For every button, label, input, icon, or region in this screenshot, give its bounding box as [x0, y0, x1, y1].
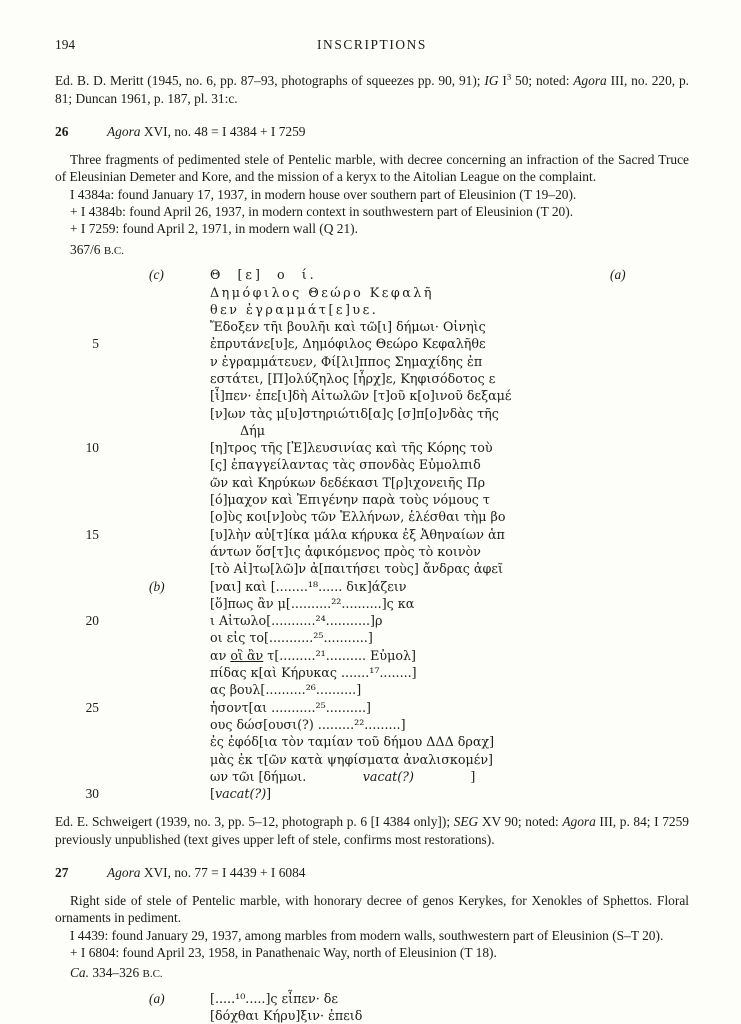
- italic-text: Agora: [562, 814, 596, 830]
- fragment-label: [610, 387, 689, 404]
- line-number: [55, 751, 113, 768]
- fragment-label: [113, 335, 210, 352]
- line-number: [55, 508, 113, 525]
- inscription-line: [55, 578, 689, 595]
- fragment-label: [610, 353, 689, 370]
- fragment-label: [610, 318, 689, 335]
- line-number: 10: [85, 440, 99, 456]
- inscription-line: [55, 318, 689, 335]
- italic-text: Agora: [107, 124, 141, 140]
- fragment-label: [610, 1007, 689, 1024]
- fragment-label: [610, 301, 689, 318]
- fragment-label: [113, 456, 210, 473]
- inscription-text-block-26: [55, 266, 689, 802]
- text-segment: τ[.........²¹.......... Εὐμολ]: [263, 647, 416, 663]
- fragment-label: [610, 751, 689, 768]
- italic-text: SEG: [453, 814, 479, 830]
- fragment-label: [113, 284, 210, 301]
- fragment-label: [610, 664, 689, 681]
- inscription-line: [55, 370, 689, 387]
- line-number: [55, 595, 113, 612]
- fragment-label: [610, 733, 689, 750]
- inscription-line: [55, 699, 689, 716]
- text-segment: ]: [266, 786, 272, 802]
- greek-text: Ἔδοξεν τῆι βουλῆι καὶ τῶ[ι] δήμωι· Οἰνηὶς: [210, 319, 486, 335]
- fragment-label: [113, 543, 210, 560]
- greek-text: [ό]μαχον καὶ Ἐπιγένην παρὰ τοὺς νόμους τ: [210, 492, 490, 508]
- inscription-line: [55, 716, 689, 733]
- fragment-label: [113, 439, 210, 456]
- greek-text: ῶν καὶ Κηρύκων δεδέκασι Τ[ρ]ιχονειῆς Πρ: [210, 474, 486, 490]
- text-segment: Ed. B. D. Meritt (1945, no. 6, pp. 87–93, photographs of squeezes pp. 90, 91);: [55, 73, 485, 89]
- fragment-label: [610, 785, 689, 802]
- bibliography-note-top: [55, 72, 689, 107]
- greek-text: ἐς ἐφόδ[ια τὸν ταμίαν τοῦ δήμου ΔΔΔ δραχ]: [210, 734, 495, 750]
- line-number: 20: [85, 613, 99, 629]
- text-segment: [306, 769, 362, 784]
- greek-text: [210, 647, 610, 664]
- fragment-label: [610, 526, 689, 543]
- line-number: [55, 560, 113, 577]
- line-number: [55, 353, 113, 370]
- line-number: 30: [85, 786, 99, 802]
- fragment-label: (b): [149, 578, 165, 594]
- inscription-line: [55, 301, 689, 318]
- italic-text: IG: [484, 73, 499, 89]
- entry-26-bibliography: [55, 813, 689, 848]
- inscription-line: [55, 612, 689, 629]
- text-segment: 367/6: [70, 241, 104, 257]
- line-number: [55, 664, 113, 681]
- fragment-label: [113, 353, 210, 370]
- fragment-label: [113, 768, 210, 785]
- fragment-label: (a): [149, 990, 165, 1006]
- line-number: [55, 733, 113, 750]
- greek-text: ους δώσ[ουσι(?) .........²².........]: [210, 716, 406, 732]
- inscription-line: [55, 439, 689, 456]
- line-number: [55, 456, 113, 473]
- inscription-line: [55, 733, 689, 750]
- fragment-label: [113, 387, 210, 404]
- line-number: [55, 266, 113, 283]
- line-number: [55, 422, 113, 439]
- fragment-label: [113, 370, 210, 387]
- text-segment: XVI, no. 77 = I 4439 + I 6084: [140, 865, 306, 881]
- greek-text: ι Αἰτωλο[...........²⁴...........]ρ: [210, 613, 383, 629]
- line-number: [55, 387, 113, 404]
- inscription-line: [55, 474, 689, 491]
- fragment-label: [610, 335, 689, 352]
- fragment-label: [113, 629, 210, 646]
- fragment-label: [610, 578, 689, 595]
- inscription-line: [55, 335, 689, 352]
- greek-text: [ν]ων τὰς μ[υ]στηριώτιδ[α]ς [σ]π[ο]νδὰς τῆς: [210, 405, 499, 421]
- fragment-label: [610, 716, 689, 733]
- line-number: [55, 768, 113, 785]
- line-number: [55, 318, 113, 335]
- italic-text: vacat(?): [362, 768, 414, 784]
- fragment-label: [113, 301, 210, 318]
- greek-text: [η]τρος τῆς [Ἐ]λευσινίας καὶ τῆς Κόρης τοὺ: [210, 440, 493, 456]
- findspot-line: + I 4384b: found April 26, 1937, in modern context in southwestern part of Eleusinion (T 20).: [70, 203, 574, 219]
- greek-text: [210, 768, 610, 785]
- text-segment: 334–326: [88, 965, 143, 981]
- inscription-line: [55, 664, 689, 681]
- entry-27-heading: [55, 864, 689, 881]
- fragment-label: [113, 405, 210, 422]
- fragment-label: [113, 422, 210, 439]
- fragment-label: [113, 1007, 210, 1024]
- inscription-line: [55, 629, 689, 646]
- fragment-label: [113, 595, 210, 612]
- fragment-label: [610, 543, 689, 560]
- inscription-line: [55, 990, 689, 1007]
- text-segment: οἳ ἂν: [230, 647, 264, 663]
- fragment-label: (c): [149, 267, 164, 283]
- fragment-label: [113, 474, 210, 491]
- greek-text: [δόχθαι Κήρυ]ξιν· ἐπειδ: [210, 1008, 363, 1024]
- line-number: [55, 716, 113, 733]
- entry-26-heading: [55, 123, 689, 140]
- inscription-line: [55, 387, 689, 404]
- text-segment: αν: [210, 647, 231, 663]
- greek-text: [ς] ἐπαγγείλαντας τὰς σπονδὰς Εὐμολπιδ: [210, 457, 481, 473]
- greek-text: [.....¹⁰.....]ς εἶπεν· δε: [210, 990, 338, 1006]
- text-segment: 3: [506, 71, 512, 82]
- findspot-line: I 4384a: found January 17, 1937, in modern house over southern part of Eleusinion (T 19–20).: [70, 186, 577, 202]
- text-segment: 50; noted:: [511, 73, 574, 89]
- line-number: [55, 491, 113, 508]
- page-number: 194: [55, 37, 76, 52]
- fragment-label: [610, 474, 689, 491]
- line-number: 15: [85, 526, 99, 542]
- inscription-line: [55, 508, 689, 525]
- text-segment: ]: [413, 768, 476, 784]
- text-segment: III, p. 84; I 7259 previously unpublished (text gives upper left of stele, confirms most restorations).: [55, 814, 689, 847]
- text-segment: XV 90; noted:: [478, 814, 563, 830]
- greek-text: ας βουλ[..........²⁶..........]: [210, 682, 362, 698]
- inscription-line: [55, 266, 689, 283]
- fragment-label: [113, 681, 210, 698]
- fragment-label: [610, 595, 689, 612]
- fragment-label: [113, 716, 210, 733]
- fragment-label: [610, 647, 689, 664]
- fragment-label: [610, 681, 689, 698]
- greek-text: [ο]ὺς κοι[ν]οὺς τῶν Ἑλλήνων, ἑλέσθαι τὴμ βο: [210, 509, 506, 525]
- fragment-label: [113, 612, 210, 629]
- entry-number: 26: [55, 124, 69, 140]
- greek-text: Θ [ε] ο ί.: [210, 267, 317, 283]
- greek-text: [ναι] καὶ [........¹⁸...... δικ]άζειν: [210, 578, 407, 594]
- fragment-label: [610, 768, 689, 785]
- fragment-label: [113, 508, 210, 525]
- inscription-line: [55, 751, 689, 768]
- fragment-label: [113, 733, 210, 750]
- line-number: [55, 474, 113, 491]
- fragment-label: [610, 560, 689, 577]
- greek-text: μὰς ἐκ τ[ῶν κατὰ ψηφίσματα ἀναλισκομέν]: [210, 751, 493, 767]
- line-number: [55, 284, 113, 301]
- greek-text: [υ]λὴν αὐ[τ]ίκα μάλα κήρυκα ἐξ Ἀθηναίων ἁπ: [210, 526, 505, 542]
- line-number: [55, 578, 113, 595]
- fragment-label: [113, 647, 210, 664]
- inscription-text-block-27: [55, 990, 689, 1024]
- text-segment: ων τῶι [δήμωι.: [210, 768, 307, 784]
- greek-text: [ἶ]πεν· ἐπε[ι]δὴ Αἰτωλῶν [τ]οῦ κ[ο]ινοῦ δεξαμέ: [210, 388, 512, 404]
- fragment-label: [610, 405, 689, 422]
- line-number: [55, 301, 113, 318]
- fragment-label: [113, 699, 210, 716]
- greek-text: οι εἰς το[...........²⁵...........]: [210, 630, 373, 646]
- inscription-line: [55, 595, 689, 612]
- entry-number: 27: [55, 865, 69, 881]
- text-segment: XVI, no. 48 = I 4384 + I 7259: [140, 124, 306, 140]
- text-segment: III, no. 220, p. 81; Duncan 1961, p. 187, pl. 31:c.: [55, 73, 689, 106]
- text-segment: B.C.: [103, 244, 124, 257]
- fragment-label: [610, 508, 689, 525]
- entry-26-description: Three fragments of pedimented stele of Pentelic marble, with decree concerning an infraction of the Sacred Truce of Eleusinian Demeter and Kore, and the mission of a keryx to the Aitolian League on the complaint.: [55, 151, 689, 185]
- line-number: [55, 1007, 113, 1024]
- inscription-line: [55, 560, 689, 577]
- inscription-line: [55, 353, 689, 370]
- greek-text: ἡσοντ[αι ...........²⁵..........]: [210, 699, 371, 715]
- italic-text: Ca.: [70, 965, 89, 981]
- greek-text: ἐπρυτάνε[υ]ε, Δημόφιλος Θεώρο Κεφαλῆθε: [210, 336, 486, 352]
- running-head-title: INSCRIPTIONS: [317, 37, 427, 52]
- inscription-line: [55, 768, 689, 785]
- text-segment: [: [210, 786, 215, 802]
- fragment-label: [113, 318, 210, 335]
- fragment-label: [610, 422, 689, 439]
- inscription-line: [55, 405, 689, 422]
- greek-text: Δήμ: [240, 422, 266, 438]
- text-segment: I: [498, 73, 507, 89]
- greek-text: εστάτει, [Π]ολύζηλος [ἦρχ]ε, Κηφισόδοτος ε: [210, 371, 496, 386]
- italic-text: vacat(?): [214, 786, 267, 802]
- line-number: [55, 543, 113, 560]
- fragment-label: [610, 284, 689, 301]
- inscription-line: [55, 422, 689, 439]
- text-segment: Ed. E. Schweigert (1939, no. 3, pp. 5–12, photograph p. 6 [I 4384 only]);: [55, 814, 454, 830]
- page-header: [55, 36, 689, 53]
- entry-title: [107, 865, 305, 880]
- inscription-line: [55, 526, 689, 543]
- fragment-label: [610, 612, 689, 629]
- entry-27-date: [55, 964, 689, 981]
- entry-27: [55, 864, 689, 1024]
- line-number: [55, 990, 113, 1007]
- inscription-line: [55, 491, 689, 508]
- fragment-label: [113, 751, 210, 768]
- fragment-label: [113, 785, 210, 802]
- entry-title: [107, 124, 305, 139]
- line-number: [55, 647, 113, 664]
- text-segment: B.C.: [142, 968, 163, 981]
- entry-26: [55, 123, 689, 848]
- italic-text: Agora: [107, 865, 141, 881]
- findspot-line: I 4439: found January 29, 1937, among marbles from modern walls, southwestern part of Eleusinion (S–T 20).: [70, 927, 664, 943]
- greek-text: θεν ἐγραμμάτ[ε]υε.: [210, 301, 379, 317]
- fragment-label: [610, 439, 689, 456]
- line-number: [55, 405, 113, 422]
- fragment-label: [113, 526, 210, 543]
- inscription-line: [55, 456, 689, 473]
- fragment-label: [113, 491, 210, 508]
- fragment-label: [610, 699, 689, 716]
- greek-text: [210, 785, 610, 802]
- entry-26-date: [55, 241, 689, 258]
- greek-text: πίδας κ[αὶ Κήρυκας .......¹⁷........]: [210, 665, 417, 681]
- inscription-line: [55, 681, 689, 698]
- inscription-line: [55, 284, 689, 301]
- greek-text: [ὅ]πως ἂν μ[..........²²..........]ς κα: [210, 595, 415, 611]
- line-number: 5: [92, 336, 99, 352]
- fragment-label: (a): [610, 267, 626, 283]
- fragment-label: [113, 560, 210, 577]
- greek-text: [τὸ Αἰ]τω[λῶ]ν ἀ[παιτήσει τοὺς] ἄνδρας ἀφεῖ: [210, 561, 503, 577]
- line-number: 25: [85, 699, 99, 715]
- fragment-label: [610, 629, 689, 646]
- greek-text: Δημόφιλος Θεώρο Κεφαλῆ: [210, 284, 434, 300]
- fragment-label: [610, 456, 689, 473]
- findspot-line: + I 6804: found April 23, 1958, in Panathenaic Way, north of Eleusinion (T 18).: [70, 944, 497, 960]
- fragment-label: [610, 990, 689, 1007]
- inscription-line: [55, 543, 689, 560]
- inscription-line: [55, 647, 689, 664]
- entry-27-description: Right side of stele of Pentelic marble, with honorary decree of genos Kerykes, for Xenokles of Sphettos. Floral ornaments in pediment.: [55, 892, 689, 926]
- inscription-line: [55, 785, 689, 802]
- italic-text: Agora: [573, 73, 607, 89]
- fragment-label: [113, 664, 210, 681]
- line-number: [55, 370, 113, 387]
- greek-text: άντων ὅσ[τ]ις ἀφικόμενος πρὸς τὸ κοινὸν: [210, 543, 481, 559]
- inscription-line: [55, 1007, 689, 1024]
- line-number: [55, 629, 113, 646]
- findspot-line: + I 7259: found April 2, 1971, in modern wall (Q 21).: [70, 221, 358, 237]
- line-number: [55, 681, 113, 698]
- fragment-label: [610, 370, 689, 387]
- greek-text: ν ἐγραμμάτευεν, Φί[λι]ππος Σημαχίδης ἐπ: [210, 353, 483, 369]
- fragment-label: [610, 491, 689, 508]
